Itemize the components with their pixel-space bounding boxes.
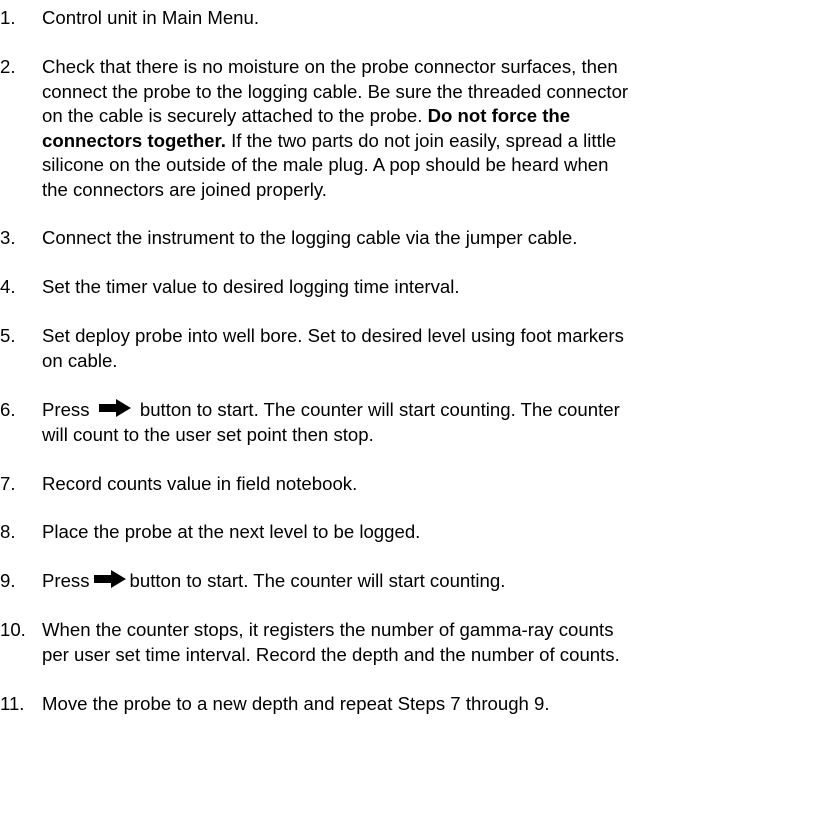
step-text-line: connect the probe to the logging cable. Be sure the threaded connector (42, 80, 629, 102)
step-text (42, 324, 810, 373)
step-text-line (42, 569, 810, 594)
step-text-line: Set deploy probe into well bore. Set to desired level using foot markers (42, 325, 624, 346)
step-text (42, 618, 810, 667)
step-text-line: silicone on the outside of the male plug. A pop should be heard when (42, 154, 609, 175)
step-number: 6. (0, 399, 16, 420)
step-number: 11. (0, 693, 25, 714)
step-text-run: If the two parts do not join easily, spread a little (225, 129, 617, 151)
step-text-line: Check that there is no moisture on the probe connector surfaces, then (42, 56, 618, 77)
step-text (42, 569, 810, 594)
step-text (42, 398, 810, 447)
step-number: 7. (0, 473, 16, 494)
right-arrow-icon (98, 398, 132, 418)
step-text-run: Press (42, 399, 95, 420)
step-text: Place the probe at the next level to be logged. (42, 521, 421, 542)
step-text-line (42, 104, 810, 129)
warning-bold-text: connectors together. (42, 129, 226, 151)
step-text-line: will count to the user set point then stop. (42, 423, 374, 445)
step-text-line: the connectors are joined properly. (42, 178, 327, 200)
step-text (42, 55, 810, 202)
step-number: 5. (0, 325, 16, 346)
step-number: 9. (0, 570, 16, 591)
warning-bold-text: Do not force the (427, 105, 571, 126)
step-number: 8. (0, 521, 16, 542)
step-text-line (42, 398, 810, 423)
right-arrow-icon (93, 569, 127, 589)
step-text: Control unit in Main Menu. (42, 7, 260, 28)
step-text: Set the timer value to desired logging time interval. (42, 276, 460, 297)
step-text: Move the probe to a new depth and repeat Steps 7 through 9. (42, 693, 550, 714)
step-text-run: Press (42, 570, 90, 591)
step-text: Connect the instrument to the logging cable via the jumper cable. (42, 227, 578, 248)
step-number: 3. (0, 227, 16, 248)
step-number: 2. (0, 56, 16, 77)
step-text-line: When the counter stops, it registers the number of gamma-ray counts (42, 619, 614, 640)
step-text-line: on cable. (42, 349, 118, 371)
step-text-run: button to start. The counter will start counting. The counter (134, 399, 620, 420)
step-number: 10. (0, 619, 26, 640)
step-number: 1. (0, 7, 16, 28)
step-text-run: button to start. The counter will start counting. (129, 570, 506, 591)
step-number: 4. (0, 276, 16, 297)
step-text: Record counts value in field notebook. (42, 473, 358, 494)
step-text-run: on the cable is securely attached to the probe. (42, 105, 428, 126)
step-text-line (42, 129, 810, 154)
step-text-line: per user set time interval. Record the depth and the number of counts. (42, 643, 620, 665)
